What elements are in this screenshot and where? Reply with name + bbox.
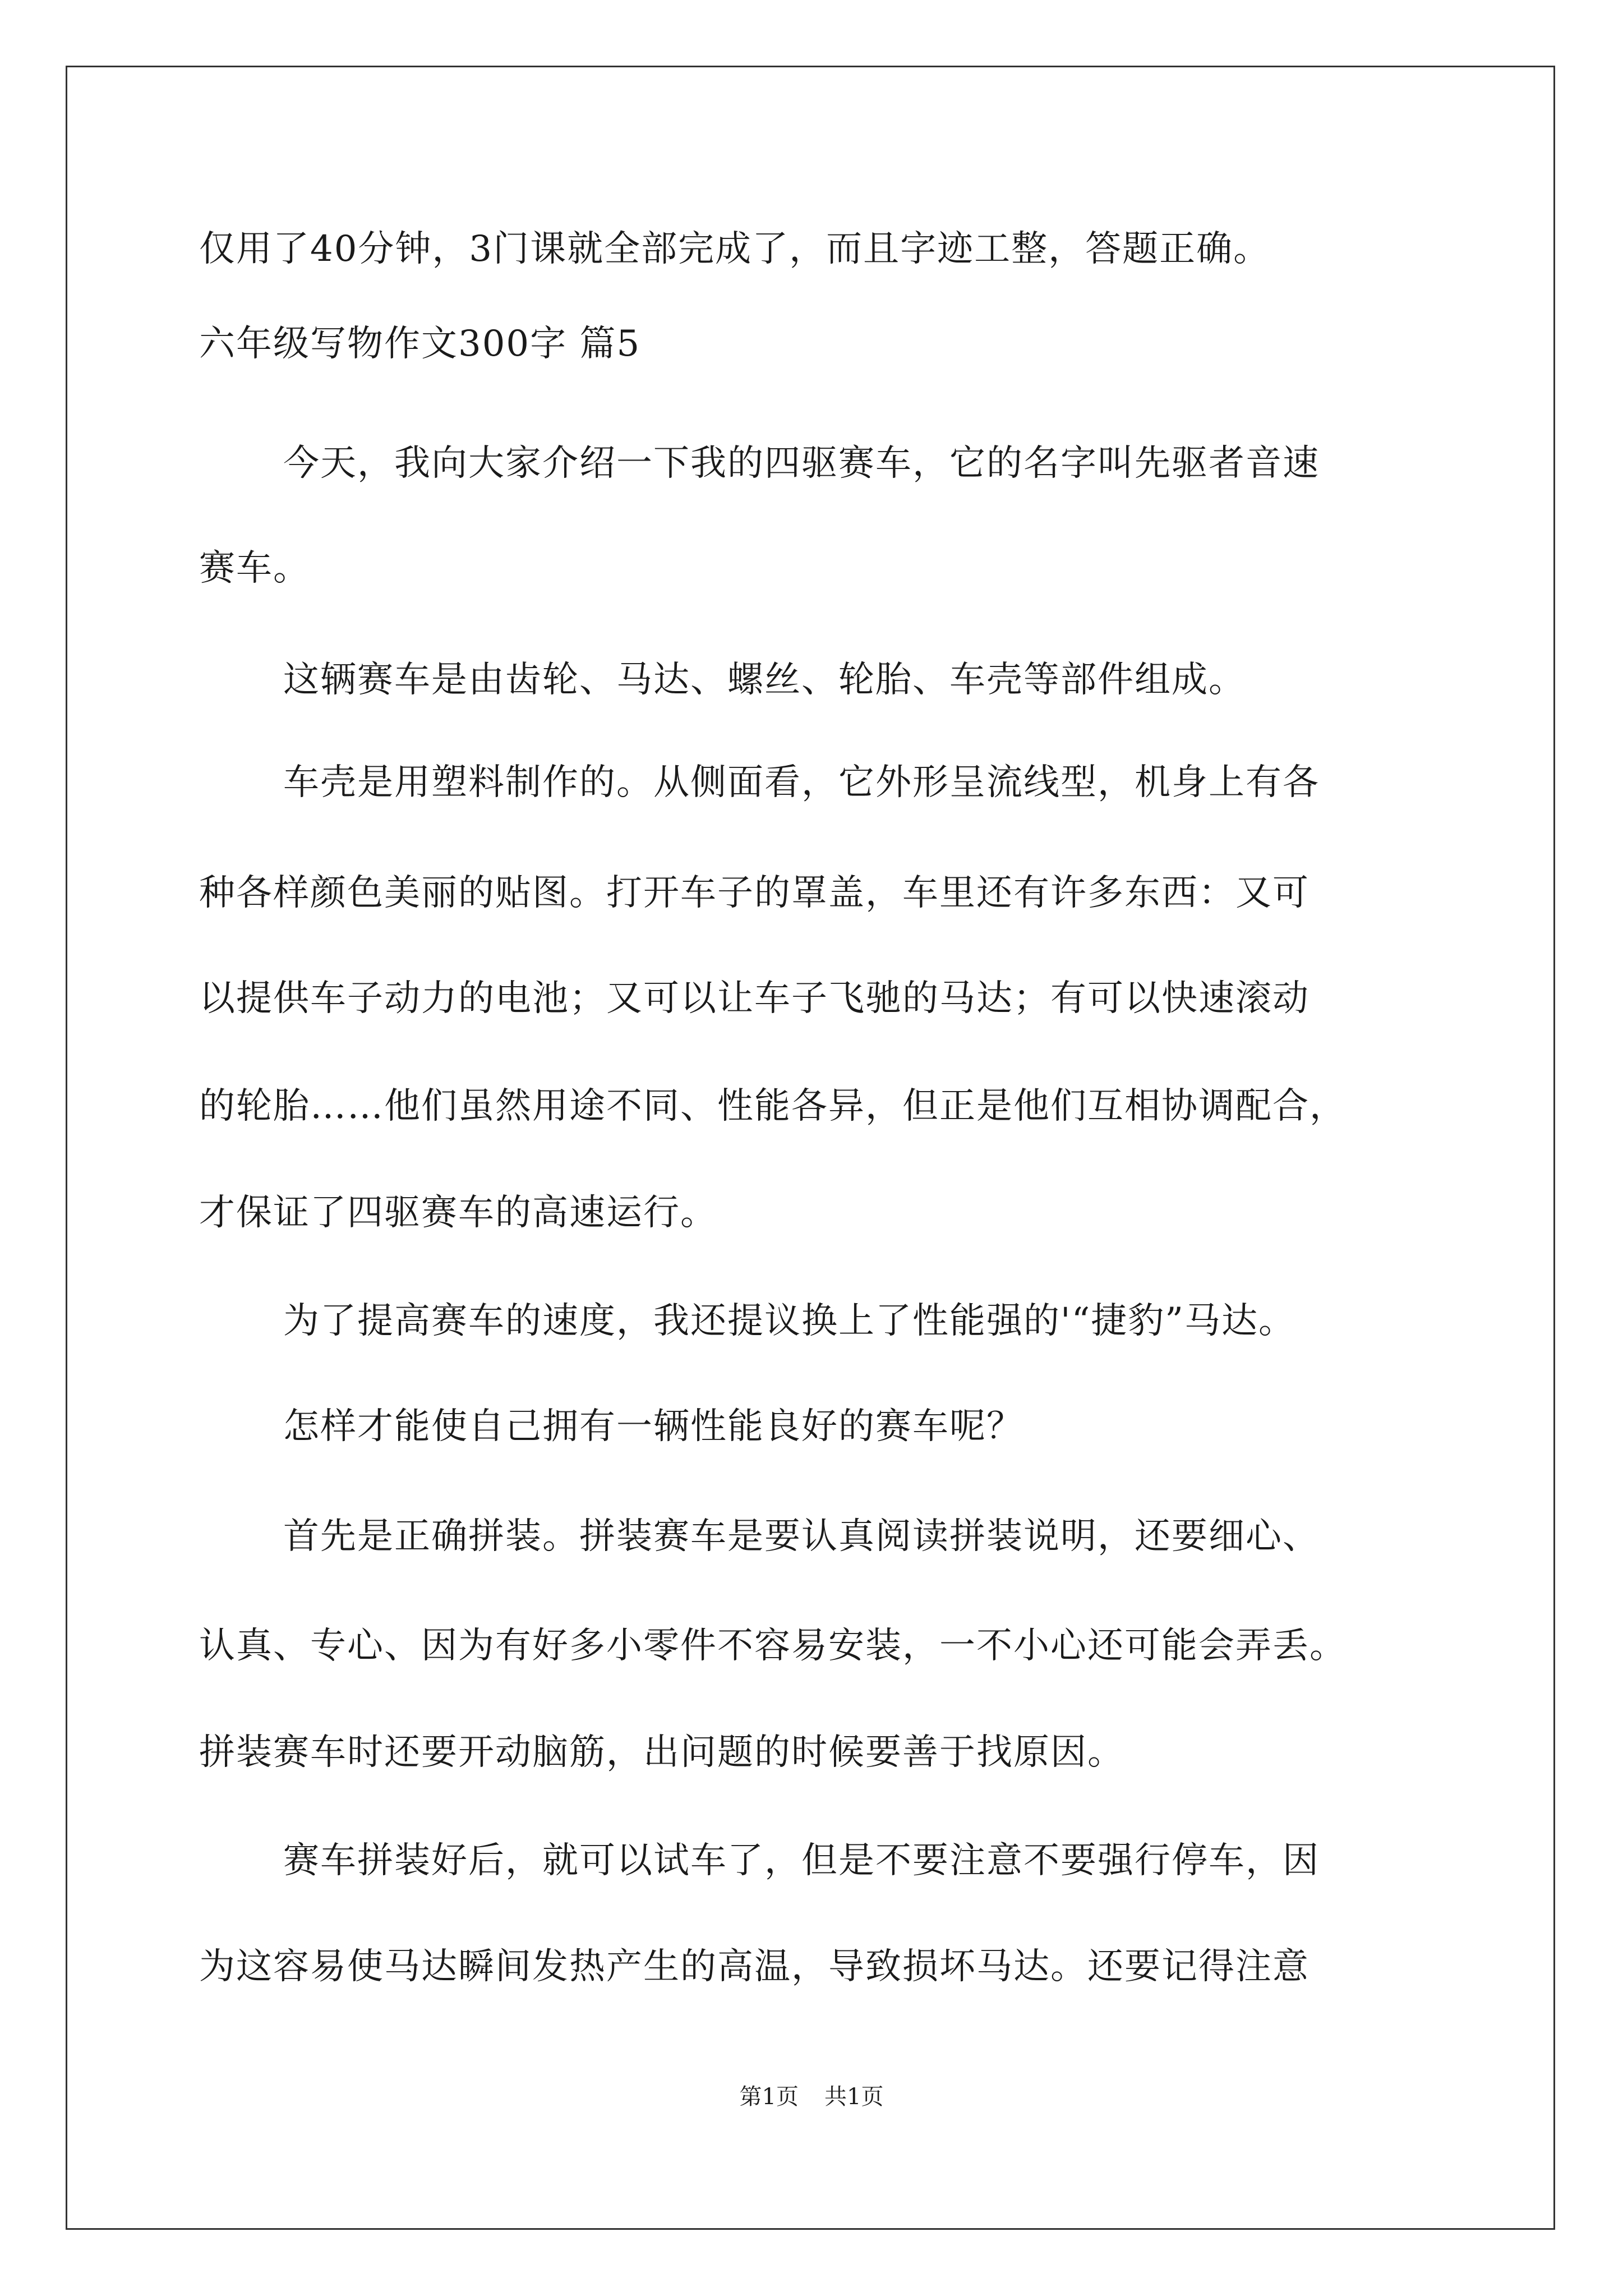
paragraph-line: 首先是正确拼装。拼装赛车是要认真阅读拼装说明，还要细心、: [283, 1516, 1320, 1557]
paragraph-line: 拼装赛车时还要开动脑筋，出问题的时候要善于找原因。: [199, 1732, 1124, 1773]
paragraph-line: 种各样颜色美丽的贴图。打开车子的罩盖，车里还有许多东西：又可: [199, 872, 1310, 914]
paragraph-line: 今天，我向大家介绍一下我的四驱赛车，它的名字叫先驱者音速: [283, 443, 1320, 484]
paragraph-line: 为这容易使马达瞬间发热产生的高温，导致损坏马达。还要记得注意: [199, 1946, 1310, 1987]
paragraph-line: 以提供车子动力的电池；又可以让车子飞驰的马达；有可以快速滚动: [199, 978, 1310, 1019]
paragraph-line: 认真、专心、因为有好多小零件不容易安装，一不小心还可能会弄丢。: [199, 1625, 1347, 1667]
paragraph-line: 为了提高赛车的速度，我还提议换上了性能强的'“捷豹”马达。: [283, 1300, 1296, 1342]
paragraph-line: 车壳是用塑料制作的。从侧面看，它外形呈流线型，机身上有各: [283, 762, 1320, 803]
paragraph-line: 赛车拼装好后，就可以试车了，但是不要注意不要强行停车，因: [283, 1840, 1320, 1881]
page-border: [66, 66, 1555, 2230]
paragraph-line: 仅用了40分钟，3门课就全部完成了，而且字迹工整，答题正确。: [199, 228, 1271, 270]
page-total: 共1页: [824, 2084, 884, 2110]
paragraph-line: 的轮胎……他们虽然用途不同、性能各异，但正是他们互相协调配合，: [199, 1085, 1347, 1127]
paragraph-line: 这辆赛车是由齿轮、马达、螺丝、轮胎、车壳等部件组成。: [283, 659, 1246, 701]
page-number: 第1页: [739, 2084, 799, 2110]
page-footer: [0, 2086, 1623, 2108]
section-heading: 六年级写物作文300字 篇5: [199, 323, 641, 365]
paragraph-line: 才保证了四驱赛车的高速运行。: [199, 1192, 717, 1234]
paragraph-line: 怎样才能使自己拥有一辆性能良好的赛车呢？: [283, 1406, 1023, 1447]
paragraph-line: 赛车。: [199, 547, 310, 589]
